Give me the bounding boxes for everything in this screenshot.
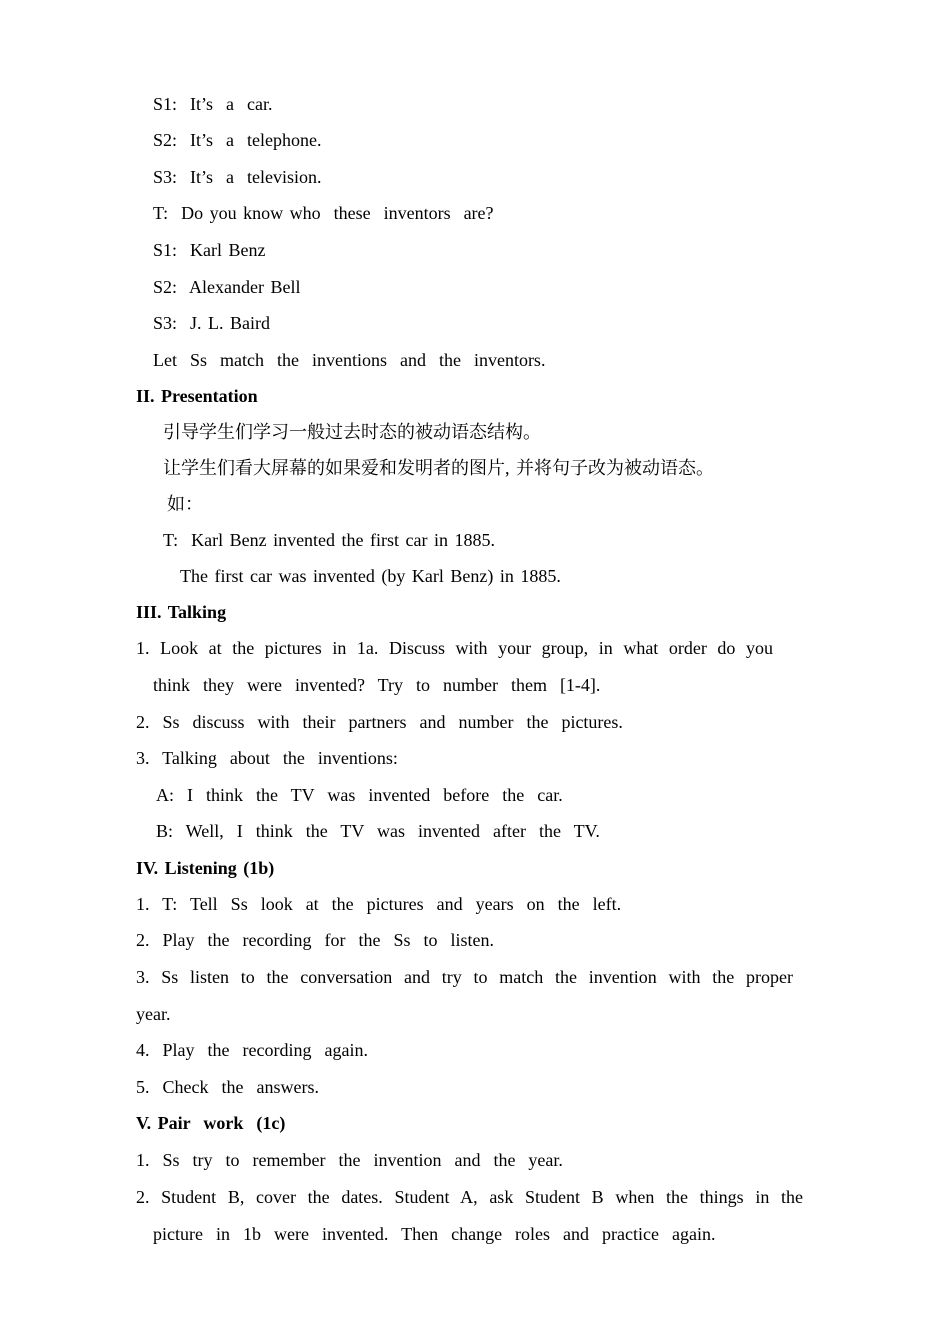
dialogue-line: S1: It’s a car. — [153, 94, 273, 114]
list-item: 3. Ss listen to the conversation and try to match the invention with the proper — [136, 967, 793, 987]
list-item: 1. Look at the pictures in 1a. Discuss with your group, in what order do you — [136, 638, 773, 658]
list-item: 3. Talking about the inventions: — [136, 748, 398, 768]
section-heading-presentation: II. Presentation — [136, 386, 258, 406]
dialogue-line: T: Do you know who these inventors are? — [153, 203, 494, 223]
list-item: 1. Ss try to remember the invention and the year. — [136, 1150, 563, 1170]
dialogue-line: S2: Alexander Bell — [153, 277, 301, 297]
list-item-continuation: year. — [136, 1004, 171, 1024]
list-item: 5. Check the answers. — [136, 1077, 319, 1097]
section-heading-talking: III. Talking — [136, 602, 227, 622]
instruction-line: 如： — [167, 494, 203, 514]
section-heading-listening: IV. Listening (1b) — [136, 858, 275, 878]
instruction-line: 引导学生们学习一般过去时态的被动语态结构。 — [163, 422, 541, 442]
list-item: 4. Play the recording again. — [136, 1040, 368, 1060]
dialogue-line: B: Well, I think the TV was invented after the TV. — [156, 821, 600, 841]
dialogue-line: S2: It’s a telephone. — [153, 130, 322, 150]
list-item: 2. Ss discuss with their partners and number the pictures. — [136, 712, 623, 732]
dialogue-line: S3: J. L. Baird — [153, 313, 271, 333]
list-item: 2. Student B, cover the dates. Student A, ask Student B when the things in the — [136, 1187, 803, 1207]
example-line: T: Karl Benz invented the first car in 1885. — [163, 530, 496, 550]
instruction-line: Let Ss match the inventions and the inventors. — [153, 350, 546, 370]
example-line: The first car was invented (by Karl Benz) in 1885. — [180, 566, 561, 586]
list-item: 2. Play the recording for the Ss to listen. — [136, 930, 494, 950]
section-heading-pair-work: V. Pair work (1c) — [136, 1113, 286, 1133]
dialogue-line: S1: Karl Benz — [153, 240, 266, 260]
instruction-line: 让学生们看大屏幕的如果爱和发明者的图片, 并将句子改为被动语态。 — [163, 458, 714, 478]
dialogue-line: A: I think the TV was invented before the car. — [156, 785, 563, 805]
list-item: 1. T: Tell Ss look at the pictures and years on the left. — [136, 894, 622, 914]
list-item-continuation: think they were invented? Try to number them [1-4]. — [153, 675, 601, 695]
dialogue-line: S3: It’s a television. — [153, 167, 322, 187]
list-item-continuation: picture in 1b were invented. Then change roles and practice again. — [153, 1224, 716, 1244]
